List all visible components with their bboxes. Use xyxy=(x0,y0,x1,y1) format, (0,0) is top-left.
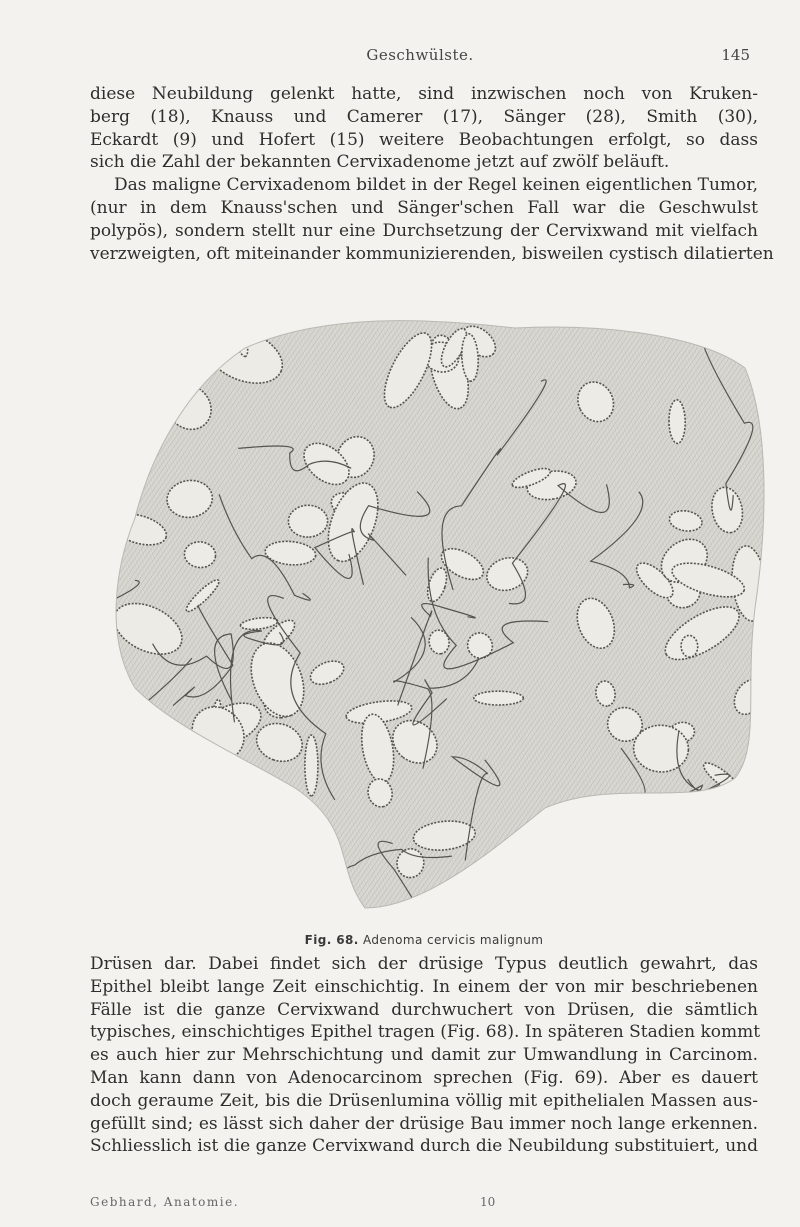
text-line: berg (18), Knauss und Camerer (17), Sänger (28), Smith (30), xyxy=(90,106,758,127)
histology-figure xyxy=(95,308,775,928)
text-line: Drüsen dar. Dabei findet sich der drüsige Typus deutlich gewahrt, das xyxy=(90,954,758,974)
gland-lumen xyxy=(550,836,599,897)
gland-lumen xyxy=(474,691,523,705)
text-line: es auch hier zur Mehrschichtung und damit zur Umwandlung in Carcinom. xyxy=(90,1045,758,1066)
running-title: Geschwülste. xyxy=(366,46,474,64)
paragraph-top xyxy=(90,83,774,265)
text-line: doch geraume Zeit, bis die Drüsenlumina völlig mit epithelialen Massen aus- xyxy=(90,1090,758,1111)
figure-label: Fig. 68. xyxy=(304,933,359,947)
text-line: polypös), sondern stellt nur eine Durchsetzung der Cervixwand mit vielfach xyxy=(90,220,758,241)
gland-duct xyxy=(251,837,304,887)
text-line: diese Neubildung gelenkt hatte, sind inzwischen noch von Kruken- xyxy=(90,84,758,104)
text-line: Eckardt (9) und Hofert (15) weitere Beobachtungen erfolgt, so dass xyxy=(90,129,758,150)
gland-lumen xyxy=(702,805,770,889)
text-line: verzweigten, oft miteinander kommunizierenden, bisweilen cystisch dilatierten xyxy=(90,243,774,264)
running-head xyxy=(90,46,750,70)
figure-caption xyxy=(90,933,758,947)
text-line: Das maligne Cervixadenom bildet in der Regel keinen eigentlichen Tumor, xyxy=(114,175,758,196)
gland-lumen xyxy=(263,784,292,802)
gland-duct xyxy=(691,774,735,895)
histology-illustration xyxy=(95,308,775,928)
signature-number: 10 xyxy=(480,1195,496,1209)
text-line: gefüllt sind; es lässt sich daher der drüsige Bau immer noch lange erkennen. xyxy=(90,1113,758,1134)
gland-lumen xyxy=(222,308,252,358)
gland-lumen xyxy=(171,354,201,379)
page-footer xyxy=(90,1195,758,1213)
signature-mark: Gebhard, Anatomie. xyxy=(90,1195,240,1209)
paragraph-bottom xyxy=(90,953,761,1158)
text-line: Man kann dann von Adenocarcinom sprechen (Fig. 69). Aber es dauert xyxy=(90,1067,758,1088)
gland-lumen xyxy=(305,735,318,796)
gland-duct xyxy=(460,870,521,928)
text-line: Fälle ist die ganze Cervixwand durchwuchert von Drüsen, die sämtlich xyxy=(90,999,758,1020)
text-line: Epithel bleibt lange Zeit einschichtig. In einem der von mir beschriebenen xyxy=(90,976,758,997)
gland-duct xyxy=(95,399,146,457)
figure-caption-text: Adenoma cervicis malignum xyxy=(362,933,544,947)
text-line: Schliesslich ist die ganze Cervixwand durch die Neubildung substituiert, und xyxy=(90,1136,758,1157)
text-line: (nur in dem Knauss'schen und Sänger'schen Fall war die Geschwulst xyxy=(90,197,758,218)
text-line: sich die Zahl der bekannten Cervixadenome jetzt auf zwölf beläuft. xyxy=(90,152,670,173)
gland-duct xyxy=(271,857,336,928)
gland-lumen xyxy=(173,759,251,785)
page-number: 145 xyxy=(721,46,750,64)
text-line: typisches, einschichtiges Epithel tragen (Fig. 68). In späteren Stadien kommt xyxy=(90,1022,761,1043)
gland-lumen xyxy=(165,327,218,383)
